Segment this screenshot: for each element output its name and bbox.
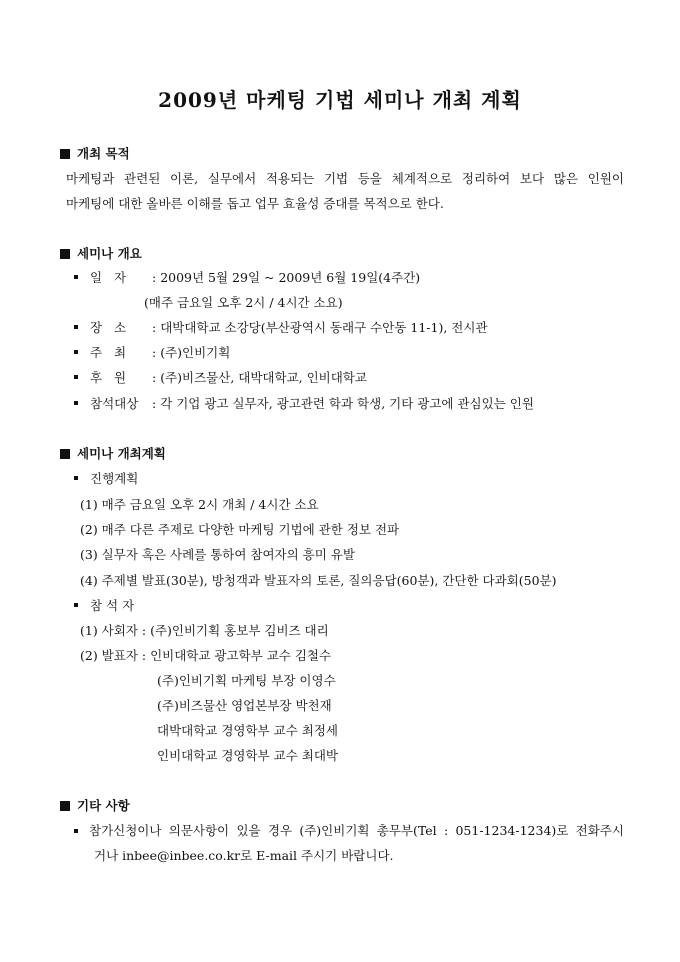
word: 마케팅과 — [66, 171, 115, 186]
section-heading-overview: 세미나 개요 — [60, 246, 142, 262]
plan-progress-label: 진행계획 — [74, 471, 138, 487]
purpose-line-1 — [66, 171, 624, 187]
misc-line-1-wrap — [74, 823, 624, 839]
bullet-icon — [74, 375, 78, 379]
section-heading-purpose: 개최 목적 — [60, 146, 130, 162]
bullet-icon — [74, 325, 78, 329]
plan-attendees-label: 참 석 자 — [74, 598, 134, 614]
plan-presenter: (주)인비기획 마케팅 부장 이영수 — [157, 673, 336, 688]
bullet-icon — [74, 476, 78, 480]
word: 관련된 — [124, 171, 161, 186]
word: 적용되는 — [265, 171, 315, 186]
word: 등을 — [357, 171, 383, 186]
word: 참가신청이나 — [89, 823, 162, 838]
bullet-icon — [74, 603, 78, 607]
word: 의문사항이 — [168, 823, 230, 838]
bullet-icon — [74, 829, 78, 833]
plan-progress-item: (1) 매주 금요일 오후 2시 개최 / 4시간 소요 — [80, 497, 319, 512]
word: 많은 — [553, 171, 578, 186]
section-heading-plan: 세미나 개최계획 — [60, 446, 166, 462]
plan-moderator: (1) 사회자 : (주)인비기획 홍보부 김비즈 대리 — [80, 623, 329, 638]
bullet-icon — [74, 350, 78, 354]
overview-item-date: 일 자 : 2009년 5월 29일 ~ 2009년 6월 19일(4주간) — [74, 270, 420, 286]
plan-progress-item: (4) 주제별 발표(30분), 방청객과 발표자의 토론, 질의응답(60분), 간단한 다과회(50분) — [80, 573, 557, 588]
overview-item-host: 주 최 : (주)인비기획 — [74, 345, 230, 361]
word: 경우 — [267, 823, 293, 838]
word: 있을 — [236, 823, 261, 838]
word: 정리하여 — [461, 171, 511, 186]
plan-presenter: (주)비즈물산 영업본부장 박천재 — [157, 698, 332, 713]
overview-item-time: (매주 금요일 오후 2시 / 4시간 소요) — [144, 295, 343, 310]
word: 051-1234-1234)로 — [455, 823, 569, 838]
purpose-line-2: 마케팅에 대한 올바른 이해를 돕고 업무 효율성 증대를 목적으로 한다. — [66, 196, 444, 211]
word: 기법 — [323, 171, 349, 186]
plan-presenters: (2) 발표자 : 인비대학교 광고학부 교수 김철수 — [80, 648, 332, 663]
word: 실무에서 — [207, 171, 257, 186]
overview-item-audience: 참석대상 : 각 기업 광고 실무자, 광고관련 학과 학생, 기타 광고에 관심있는 인원 — [74, 396, 534, 412]
square-bullet-icon — [60, 249, 70, 259]
bullet-icon — [74, 275, 78, 279]
plan-presenter: 인비대학교 경영학부 교수 최대박 — [157, 748, 338, 763]
section-heading-misc: 기타 사항 — [60, 798, 130, 814]
word: 체계적으로 — [391, 171, 453, 186]
plan-progress-item: (3) 실무자 혹은 사례를 통하여 참여자의 흥미 유발 — [80, 547, 355, 562]
word: 인원이 — [587, 171, 624, 186]
plan-progress-item: (2) 매주 다른 주제로 다양한 마케팅 기법에 관한 정보 전파 — [80, 522, 400, 537]
word: 총무부(Tel — [376, 823, 437, 838]
misc-line-1 — [89, 823, 624, 839]
word: 전화주시 — [575, 823, 624, 838]
square-bullet-icon — [60, 801, 70, 811]
page-title: 2009년 마케팅 기법 세미나 개최 계획 — [158, 88, 522, 112]
overview-item-sponsor: 후 원 : (주)비즈물산, 대박대학교, 인비대학교 — [74, 370, 367, 386]
plan-presenter: 대박대학교 경영학부 교수 최정세 — [157, 723, 338, 738]
misc-line-2: 거나 inbee@inbee.co.kr로 E-mail 주시기 바랍니다. — [94, 848, 394, 863]
word: 이론, — [170, 171, 199, 186]
overview-item-place: 장 소 : 대박대학교 소강당(부산광역시 동래구 수안동 11-1), 전시관 — [74, 320, 488, 336]
word: 보다 — [519, 171, 545, 186]
square-bullet-icon — [60, 449, 70, 459]
bullet-icon — [74, 401, 78, 405]
word: : — [443, 823, 449, 838]
square-bullet-icon — [60, 149, 70, 159]
word: (주)인비기획 — [299, 823, 370, 838]
